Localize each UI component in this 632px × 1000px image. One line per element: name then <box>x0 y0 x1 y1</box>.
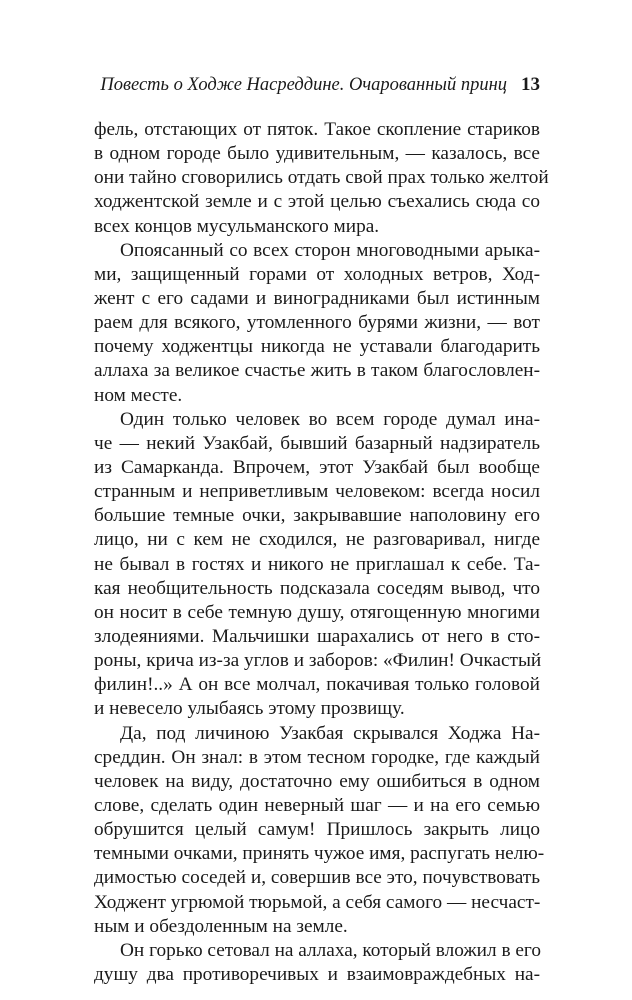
paragraph <box>94 939 540 987</box>
text-line: он носит в себе темную душу, отягощенную многими <box>94 601 540 623</box>
paragraph <box>94 239 540 408</box>
page-number: 13 <box>521 74 540 95</box>
text-line: среддин. Он знал: в этом тесном городке, где каждый <box>94 746 540 768</box>
text-line: ходжентской земле и с этой целью съехались сюда со <box>94 191 540 213</box>
text-line: ном месте. <box>94 384 183 406</box>
text-line: роны, крича из-за углов и заборов: «Филин! Очкастый <box>94 650 542 672</box>
text-line: слове, сделать один неверный шаг — и на его семью <box>94 794 540 816</box>
text-line: душу два противоречивых и взаимовраждебных на- <box>94 963 540 985</box>
running-title: Повесть о Ходже Насреддине. Очарованный принц <box>100 75 507 95</box>
text-line: не бывал в гостях и никого не приглашал к себе. Та- <box>94 553 540 575</box>
text-line: че — некий Узакбай, бывший базарный надзиратель <box>94 432 540 454</box>
paragraph <box>94 408 540 722</box>
text-line: Он горько сетовал на аллаха, который вложил в его <box>120 939 541 961</box>
text-line: жент с его садами и виноградниками был истинным <box>94 287 540 309</box>
text-line: странным и неприветливым человеком: всегда носил <box>94 481 540 503</box>
text-line: фель, отстающих от пяток. Такое скопление стариков <box>94 119 540 140</box>
text-line: большие темные очки, закрывавшие наполовину его <box>94 505 540 527</box>
text-line: Ходжент угрюмой тюрьмой, а себя самого — несчаст- <box>94 891 541 913</box>
text-line: злодеяниями. Мальчишки шарахались от него в сто- <box>94 625 540 647</box>
text-line: филин!..» А он все молчал, покачивая только головой <box>94 674 540 696</box>
text-line: лицо, ни с кем не сходился, не разговаривал, нигде <box>94 529 540 551</box>
body-text <box>94 118 549 987</box>
text-line: всех концов мусульманского мира. <box>94 215 380 237</box>
text-line: кая необщительность подсказала соседям вывод, что <box>94 577 540 599</box>
text-line: ным и обездоленным на земле. <box>94 915 348 937</box>
text-line: димостью соседей и, совершив все это, почувствовать <box>94 867 540 889</box>
text-line: и невесело улыбаясь этому прозвищу. <box>94 698 405 720</box>
text-line: обрушится целый самум! Пришлось закрыть лицо <box>94 819 540 841</box>
text-line: человек на виду, достаточно ему ошибиться в одном <box>94 770 540 792</box>
running-header <box>94 74 540 96</box>
text-line: из Самарканда. Впрочем, этот Узакбай был вообще <box>94 456 540 478</box>
text-line: ми, защищенный горами от холодных ветров, Ход- <box>94 263 540 285</box>
text-line: аллаха за великое счастье жить в таком благословлен- <box>94 360 540 382</box>
text-line: в одном городе было удивительным, — казалось, все <box>94 143 540 165</box>
text-line: они тайно сговорились отдать свой прах только желтой <box>94 167 549 189</box>
text-line: Опоясанный со всех сторон многоводными арыка- <box>120 239 540 261</box>
paragraph <box>94 722 545 939</box>
text-line: почему ходжентцы никогда не уставали благодарить <box>94 336 540 358</box>
text-line: Да, под личиною Узакбая скрывался Ходжа На- <box>120 722 540 744</box>
text-line: темными очками, принять чужое имя, распугать нелю- <box>94 843 545 865</box>
text-line: раем для всякого, утомленного бурями жизни, — вот <box>94 312 540 334</box>
text-line: Один только человек во всем городе думал ина- <box>120 408 540 430</box>
paragraph <box>94 118 549 239</box>
